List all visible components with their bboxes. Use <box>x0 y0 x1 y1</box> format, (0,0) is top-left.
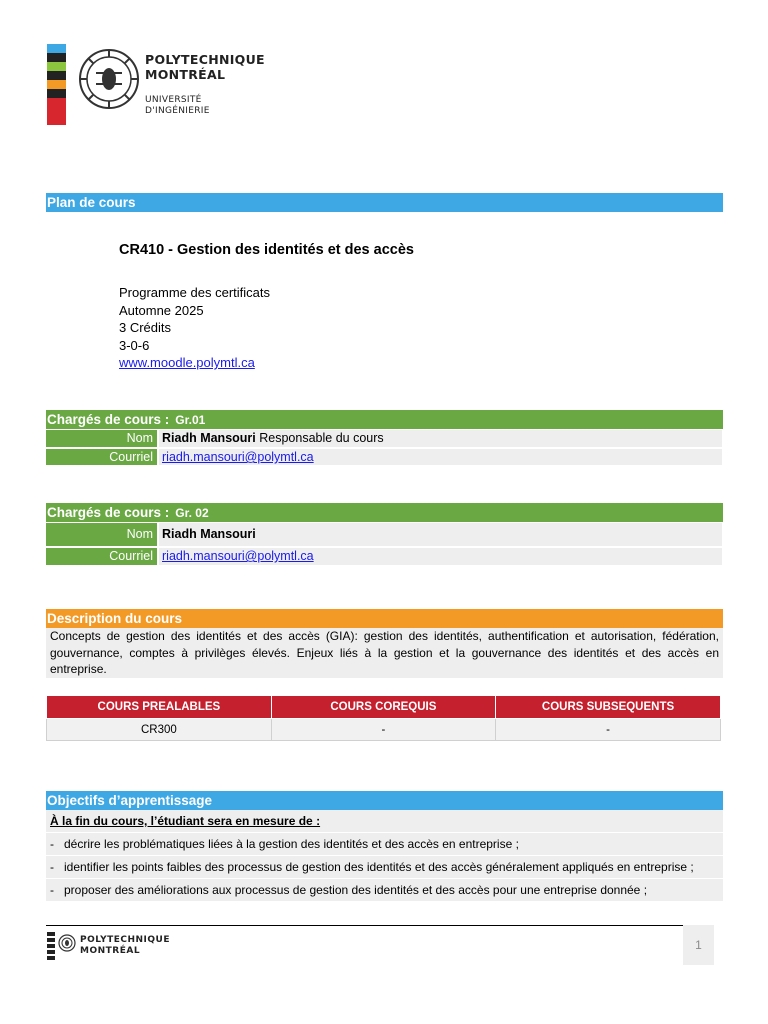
description-text: Concepts de gestion des identités et des accès (GIA): gestion des identités, authentification et autorisation, fédération, gouvernance, comptes à privilèges élevés. Enjeux liés à la gestion et la gouvernance des identités et des accès en entreprise. <box>46 628 723 678</box>
coreq-header: COURS COREQUIS <box>271 696 495 719</box>
logo-subtitle: UNIVERSITÉ D'INGÉNIERIE <box>145 95 210 116</box>
lecturer-name: Riadh Mansouri <box>162 431 256 445</box>
lecturer-name: Riadh Mansouri <box>162 527 256 541</box>
list-item: - identifier les points faibles des processus de gestion des identités et des accès généralement appliqués en entreprise ; <box>46 855 723 878</box>
coreq-value: - <box>271 719 495 741</box>
lecturer-email-row <box>159 449 722 465</box>
objectives-intro: À la fin du cours, l’étudiant sera en mesure de : <box>50 814 321 828</box>
page-number: 1 <box>683 925 714 965</box>
prereq-header: COURS PREALABLES <box>47 696 272 719</box>
program: Programme des certificats <box>119 285 270 300</box>
logo-color-bars <box>47 44 66 125</box>
footer-seal-icon <box>58 934 76 952</box>
objectives-header: Objectifs d’apprentissage <box>46 791 723 810</box>
course-title: CR410 - Gestion des identités et des accès <box>119 242 414 258</box>
prereq-value: CR300 <box>47 719 272 741</box>
email-label: Courriel <box>46 548 157 565</box>
requirements-table <box>46 695 721 741</box>
description-header: Description du cours <box>46 609 723 628</box>
name-label: Nom <box>46 523 157 546</box>
lecturers-header-gr02: Chargés de cours : Gr. 02 <box>46 503 723 522</box>
credits: 3 Crédits <box>119 320 172 335</box>
lecturer-email-row <box>159 548 722 565</box>
hours: 3-0-6 <box>119 337 150 353</box>
polytechnique-seal-icon <box>78 48 140 110</box>
moodle-link[interactable]: www.moodle.polymtl.ca <box>119 355 255 370</box>
lecturer-role: Responsable du cours <box>259 431 384 445</box>
footer-divider <box>46 925 714 926</box>
list-item: - décrire les problématiques liées à la gestion des identités et des accès en entreprise ; <box>46 832 723 855</box>
footer-logo-bars <box>47 932 55 960</box>
term: Automne 2025 <box>119 302 204 318</box>
lecturer-name-row <box>159 523 722 546</box>
objectives-list <box>46 810 723 901</box>
plan-header: Plan de cours <box>46 193 723 212</box>
name-label: Nom <box>46 430 157 447</box>
list-item: - proposer des améliorations aux processus de gestion des identités et des accès pour une entreprise donnée ; <box>46 878 723 901</box>
email-label: Courriel <box>46 449 157 465</box>
logo-wordmark: POLYTECHNIQUE MONTRÉAL <box>145 52 265 82</box>
subsequent-value: - <box>496 719 721 741</box>
course-info <box>119 284 270 372</box>
lecturers-header-gr01: Chargés de cours : Gr.01 <box>46 410 723 429</box>
footer-logo-wordmark: POLYTECHNIQUE MONTRÉAL <box>80 935 171 956</box>
subsequent-header: COURS SUBSEQUENTS <box>496 696 721 719</box>
objectives-intro-row <box>46 810 723 832</box>
lecturer-name-row <box>159 430 722 447</box>
lecturer-email-link[interactable]: riadh.mansouri@polymtl.ca <box>162 450 314 464</box>
lecturer-email-link[interactable]: riadh.mansouri@polymtl.ca <box>162 549 314 563</box>
